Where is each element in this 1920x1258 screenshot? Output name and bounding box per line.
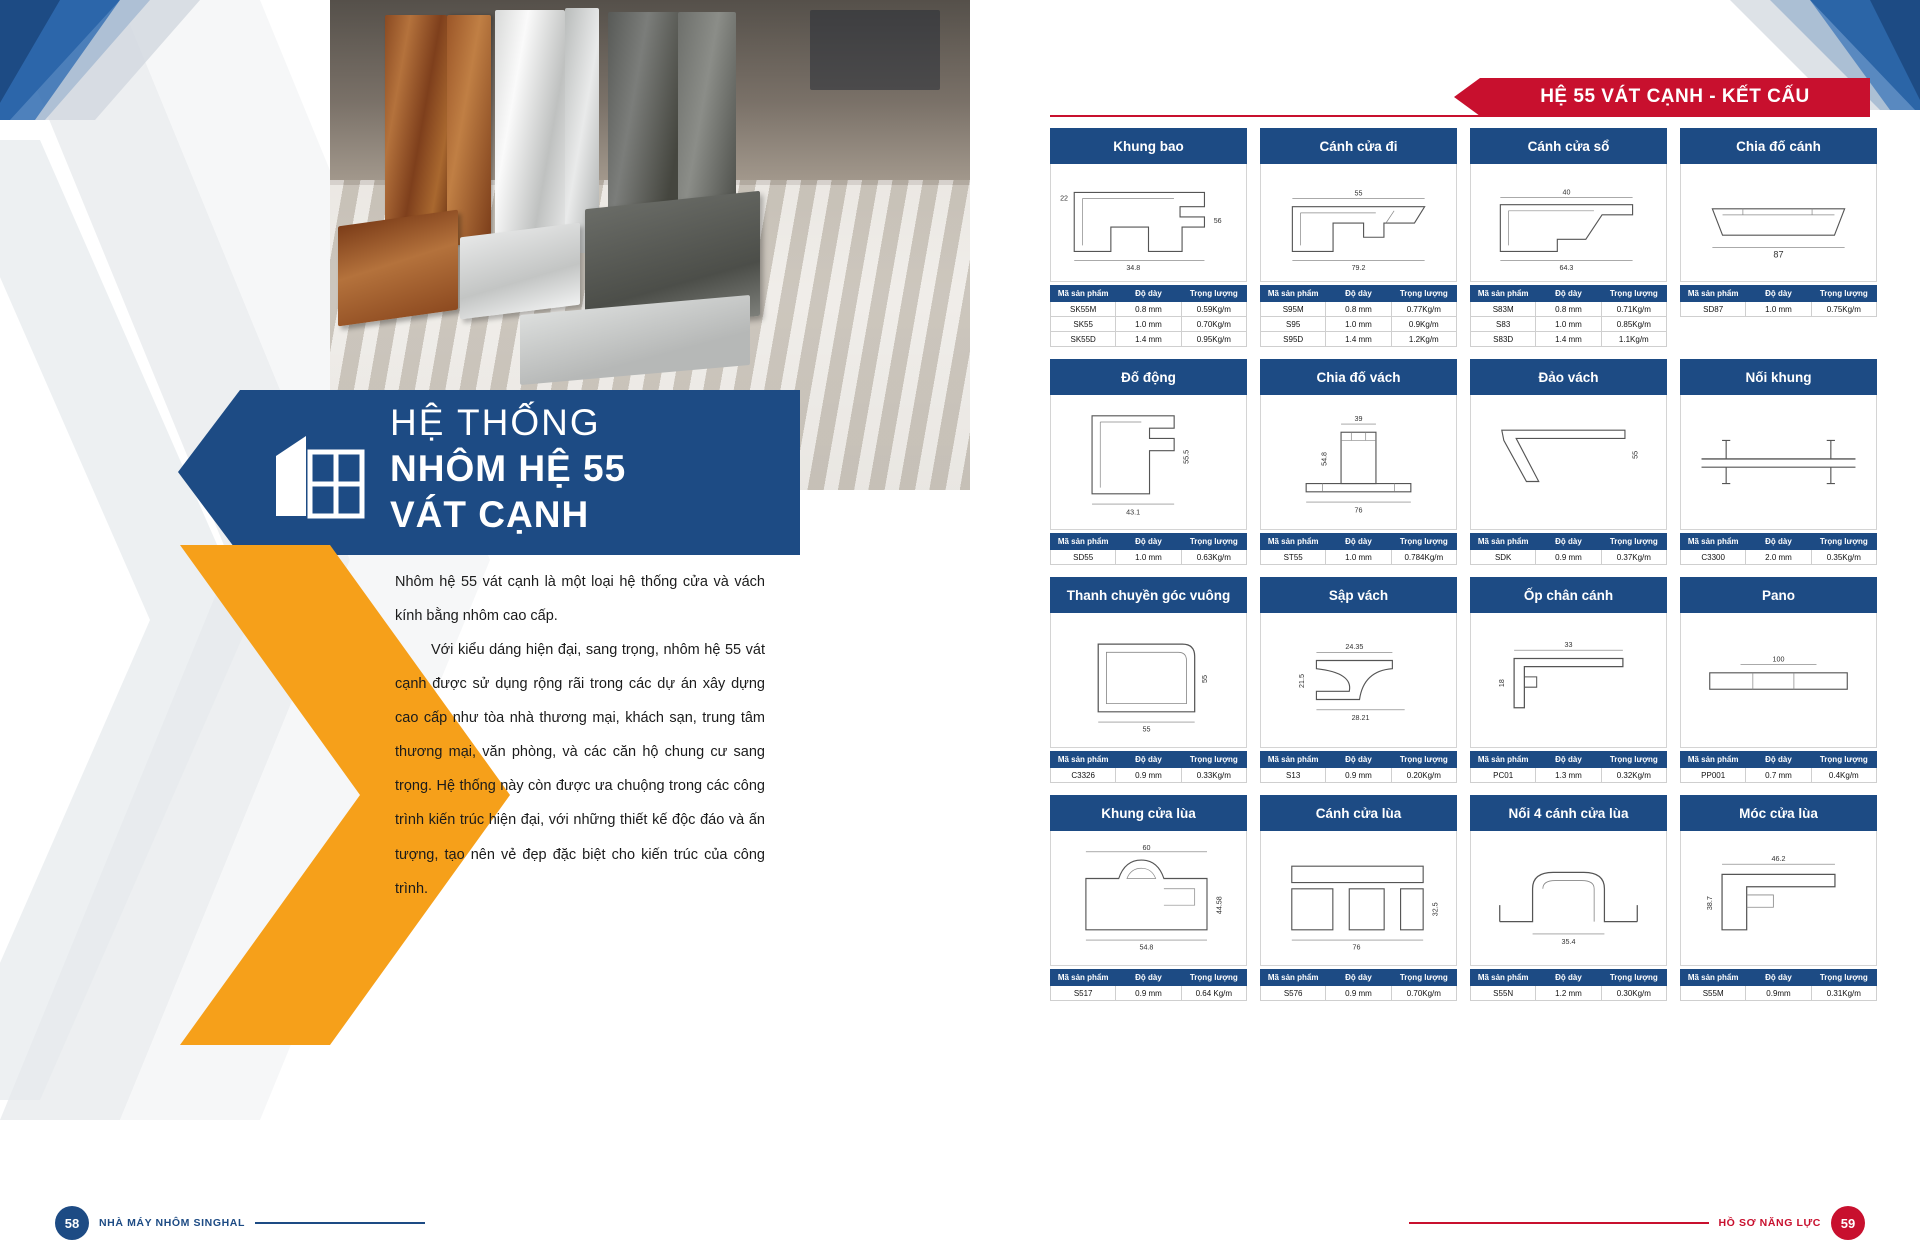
- col-weight: Trọng lượng: [1601, 534, 1666, 550]
- card-title: Cánh cửa đi: [1260, 128, 1457, 164]
- spec-table: [1680, 533, 1877, 565]
- table-row: S83D 1.4 mm 1.1Kg/m: [1471, 332, 1667, 347]
- col-weight: Trọng lượng: [1811, 534, 1876, 550]
- card-title: Sập vách: [1260, 577, 1457, 613]
- svg-text:76: 76: [1354, 506, 1363, 515]
- col-code: Mã sản phẩm: [1261, 970, 1326, 986]
- col-code: Mã sản phẩm: [1471, 970, 1536, 986]
- paragraph-2: Với kiểu dáng hiện đại, sang trọng, nhôm hệ 55 vát cạnh được sử dụng rộng rãi trong các dự án xây dựng cao cấp như tòa nhà thương mại, khách sạn, trung tâm thương mại, văn phòng, và các căn hộ chung cư sang trọng. Hệ thống này còn được ưa chuộng trong các công trình kiến trúc hiện đại, với những thiết kế độc đáo và ấn tượng, tạo nên vẻ đẹp đặc biệt cho kiến trúc của công trình.: [395, 642, 765, 897]
- card-title: Khung bao: [1050, 128, 1247, 164]
- svg-text:22: 22: [1060, 194, 1069, 203]
- spec-table: [1680, 969, 1877, 1001]
- svg-text:64.3: 64.3: [1559, 263, 1574, 272]
- table-row: S517 0.9 mm 0.64 Kg/m: [1051, 986, 1247, 1001]
- col-thickness: Độ dày: [1326, 534, 1391, 550]
- page-number-right: 59: [1831, 1206, 1865, 1240]
- svg-text:35.4: 35.4: [1561, 938, 1576, 947]
- banner-line-2: NHÔM HỆ 55: [390, 448, 627, 489]
- footer-right-rule: [1409, 1222, 1709, 1224]
- profile-drawing-canh-cua-lua: [1260, 831, 1457, 966]
- spec-table: [1470, 969, 1667, 1001]
- profile-drawing-do-dong: [1050, 395, 1247, 530]
- spec-table: [1260, 969, 1457, 1001]
- col-weight: Trọng lượng: [1391, 534, 1456, 550]
- card-title: Đố động: [1050, 359, 1247, 395]
- col-code: Mã sản phẩm: [1261, 752, 1326, 768]
- profile-card-khung-cua-lua: [1050, 795, 1247, 1001]
- profile-card-noi-khung: [1680, 359, 1877, 565]
- card-title: Ốp chân cánh: [1470, 577, 1667, 613]
- table-row: C3300 2.0 mm 0.35Kg/m: [1681, 550, 1877, 565]
- col-thickness: Độ dày: [1746, 970, 1811, 986]
- svg-text:55: 55: [1201, 674, 1209, 683]
- col-thickness: Độ dày: [1326, 286, 1391, 302]
- spec-table: [1050, 533, 1247, 565]
- profile-dark-2: [678, 12, 736, 202]
- profile-wood-1: [385, 15, 447, 245]
- profile-drawing-noi-khung: [1680, 395, 1877, 530]
- card-title: Chia đố cánh: [1680, 128, 1877, 164]
- table-row: S83M 0.8 mm 0.71Kg/m: [1471, 302, 1667, 317]
- svg-text:18: 18: [1497, 679, 1506, 688]
- col-code: Mã sản phẩm: [1471, 286, 1536, 302]
- col-weight: Trọng lượng: [1601, 752, 1666, 768]
- profile-card-chia-do-vach: [1260, 359, 1457, 565]
- col-thickness: Độ dày: [1746, 752, 1811, 768]
- profile-drawing-op-chan-canh: [1470, 613, 1667, 748]
- profile-card-dao-vach: [1470, 359, 1667, 565]
- col-weight: Trọng lượng: [1601, 286, 1666, 302]
- svg-text:60: 60: [1142, 843, 1151, 852]
- paragraph-1: Nhôm hệ 55 vát cạnh là một loại hệ thống cửa và vách kính bằng nhôm cao cấp.: [395, 574, 765, 625]
- card-title: Thanh chuyền góc vuông: [1050, 577, 1247, 613]
- col-code: Mã sản phẩm: [1051, 752, 1116, 768]
- spec-table: [1050, 285, 1247, 347]
- footer-left-rule: [255, 1222, 425, 1224]
- card-title: Cánh cửa lùa: [1260, 795, 1457, 831]
- profile-card-op-chan-canh: [1470, 577, 1667, 783]
- card-title: Móc cửa lùa: [1680, 795, 1877, 831]
- col-thickness: Độ dày: [1326, 752, 1391, 768]
- spec-table: [1680, 285, 1877, 317]
- col-thickness: Độ dày: [1116, 286, 1181, 302]
- col-thickness: Độ dày: [1536, 752, 1601, 768]
- col-code: Mã sản phẩm: [1681, 970, 1746, 986]
- profile-silver-1: [495, 10, 565, 250]
- table-row: SD87 1.0 mm 0.75Kg/m: [1681, 302, 1877, 317]
- profile-wood-3: [338, 210, 458, 327]
- profile-drawing-khung-bao: [1050, 164, 1247, 282]
- profile-card-canh-cua-di: [1260, 128, 1457, 347]
- col-thickness: Độ dày: [1326, 970, 1391, 986]
- table-row: PC01 1.3 mm 0.32Kg/m: [1471, 768, 1667, 783]
- svg-text:21.5: 21.5: [1298, 674, 1307, 689]
- profile-card-sap-vach: [1260, 577, 1457, 783]
- col-weight: Trọng lượng: [1181, 286, 1246, 302]
- svg-text:100: 100: [1772, 655, 1785, 664]
- col-thickness: Độ dày: [1746, 286, 1811, 302]
- table-row: S55M 0.9mm 0.31Kg/m: [1681, 986, 1877, 1001]
- table-row: SK55M 0.8 mm 0.59Kg/m: [1051, 302, 1247, 317]
- col-thickness: Độ dày: [1536, 534, 1601, 550]
- svg-text:55: 55: [1354, 189, 1363, 198]
- profile-drawing-sap-vach: [1260, 613, 1457, 748]
- col-weight: Trọng lượng: [1181, 534, 1246, 550]
- profile-card-canh-cua-lua: [1260, 795, 1457, 1001]
- spec-table: [1470, 751, 1667, 783]
- col-weight: Trọng lượng: [1391, 286, 1456, 302]
- profile-drawing-dao-vach: [1470, 395, 1667, 530]
- table-row: S95 1.0 mm 0.9Kg/m: [1261, 317, 1457, 332]
- col-code: Mã sản phẩm: [1051, 970, 1116, 986]
- table-row: S95M 0.8 mm 0.77Kg/m: [1261, 302, 1457, 317]
- svg-text:55: 55: [1142, 725, 1151, 734]
- table-row: S13 0.9 mm 0.20Kg/m: [1261, 768, 1457, 783]
- col-weight: Trọng lượng: [1181, 970, 1246, 986]
- svg-text:43.1: 43.1: [1126, 508, 1141, 517]
- page-number-left: 58: [55, 1206, 89, 1240]
- col-thickness: Độ dày: [1116, 534, 1181, 550]
- profile-card-khung-bao: [1050, 128, 1247, 347]
- spec-table: [1050, 969, 1247, 1001]
- svg-text:76: 76: [1352, 943, 1361, 952]
- col-weight: Trọng lượng: [1181, 752, 1246, 768]
- section-rule: [1050, 115, 1870, 117]
- col-weight: Trọng lượng: [1811, 752, 1876, 768]
- body-copy: [395, 565, 765, 906]
- profile-card-noi-4-canh-cua-lua: [1470, 795, 1667, 1001]
- footer-left: [55, 1206, 425, 1240]
- svg-text:28.21: 28.21: [1351, 714, 1370, 723]
- col-code: Mã sản phẩm: [1471, 534, 1536, 550]
- profile-drawing-noi-4-canh: [1470, 831, 1667, 966]
- banner-text: [390, 402, 626, 536]
- col-weight: Trọng lượng: [1601, 970, 1666, 986]
- svg-text:87: 87: [1773, 249, 1784, 260]
- footer-right: [1409, 1206, 1866, 1240]
- section-title: HỆ 55 VÁT CẠNH - KẾT CẤU: [1480, 78, 1870, 116]
- spec-table: [1260, 533, 1457, 565]
- svg-text:33: 33: [1564, 641, 1573, 650]
- profile-drawing-thanh-chuyen: [1050, 613, 1247, 748]
- card-title: Cánh cửa sổ: [1470, 128, 1667, 164]
- blue-corner-decor: [0, 0, 230, 120]
- title-banner: [240, 390, 800, 555]
- card-title: Khung cửa lùa: [1050, 795, 1247, 831]
- svg-text:56: 56: [1213, 217, 1222, 226]
- building-icon: [270, 422, 370, 522]
- profile-drawing-khung-cua-lua: [1050, 831, 1247, 966]
- col-code: Mã sản phẩm: [1681, 534, 1746, 550]
- card-title: Chia đố vách: [1260, 359, 1457, 395]
- footer-right-text: HỒ SƠ NĂNG LỰC: [1718, 1217, 1821, 1229]
- svg-text:24.35: 24.35: [1345, 643, 1364, 652]
- col-thickness: Độ dày: [1116, 970, 1181, 986]
- svg-text:54.8: 54.8: [1139, 943, 1154, 952]
- svg-text:55: 55: [1631, 450, 1640, 459]
- spec-table: [1680, 751, 1877, 783]
- card-title: Nối 4 cánh cửa lùa: [1470, 795, 1667, 831]
- col-thickness: Độ dày: [1536, 286, 1601, 302]
- col-code: Mã sản phẩm: [1051, 286, 1116, 302]
- banner-line-1: HỆ THỐNG: [390, 402, 601, 443]
- profile-grid: [1050, 128, 1878, 1001]
- spec-table: [1260, 285, 1457, 347]
- col-weight: Trọng lượng: [1391, 970, 1456, 986]
- profile-drawing-chia-do-canh: [1680, 164, 1877, 282]
- profile-drawing-moc-cua-lua: [1680, 831, 1877, 966]
- col-weight: Trọng lượng: [1811, 970, 1876, 986]
- profile-card-canh-cua-so: [1470, 128, 1667, 347]
- table-row: S576 0.9 mm 0.70Kg/m: [1261, 986, 1457, 1001]
- table-row: SDK 0.9 mm 0.37Kg/m: [1471, 550, 1667, 565]
- svg-text:79.2: 79.2: [1351, 263, 1366, 272]
- col-code: Mã sản phẩm: [1681, 752, 1746, 768]
- svg-text:34.8: 34.8: [1126, 263, 1141, 272]
- svg-text:32.5: 32.5: [1431, 902, 1440, 917]
- spec-table: [1470, 285, 1667, 347]
- col-weight: Trọng lượng: [1391, 752, 1456, 768]
- profile-drawing-canh-cua-so: [1470, 164, 1667, 282]
- footer-left-text: NHÀ MÁY NHÔM SINGHAL: [99, 1217, 245, 1229]
- col-code: Mã sản phẩm: [1471, 752, 1536, 768]
- table-row: S83 1.0 mm 0.85Kg/m: [1471, 317, 1667, 332]
- profile-drawing-canh-cua-di: [1260, 164, 1457, 282]
- col-weight: Trọng lượng: [1811, 286, 1876, 302]
- card-title: Pano: [1680, 577, 1877, 613]
- table-row: C3326 0.9 mm 0.33Kg/m: [1051, 768, 1247, 783]
- profile-drawing-pano: [1680, 613, 1877, 748]
- spec-table: [1260, 751, 1457, 783]
- col-thickness: Độ dày: [1116, 752, 1181, 768]
- table-row: ST55 1.0 mm 0.784Kg/m: [1261, 550, 1457, 565]
- right-page: [1040, 0, 1920, 1258]
- table-row: S55N 1.2 mm 0.30Kg/m: [1471, 986, 1667, 1001]
- profile-card-chia-do-canh: [1680, 128, 1877, 347]
- col-code: Mã sản phẩm: [1681, 286, 1746, 302]
- table-row: S95D 1.4 mm 1.2Kg/m: [1261, 332, 1457, 347]
- svg-text:54.8: 54.8: [1320, 451, 1329, 466]
- profile-card-do-dong: [1050, 359, 1247, 565]
- profile-card-thanh-chuyen-goc-vuong: [1050, 577, 1247, 783]
- svg-text:39: 39: [1354, 414, 1363, 423]
- card-title: Nối khung: [1680, 359, 1877, 395]
- profile-drawing-chia-do-vach: [1260, 395, 1457, 530]
- col-code: Mã sản phẩm: [1261, 534, 1326, 550]
- svg-text:40: 40: [1562, 188, 1571, 197]
- svg-text:46.2: 46.2: [1771, 855, 1786, 864]
- spec-table: [1470, 533, 1667, 565]
- spec-table: [1050, 751, 1247, 783]
- profile-card-moc-cua-lua: [1680, 795, 1877, 1001]
- svg-text:44.58: 44.58: [1215, 896, 1224, 915]
- col-code: Mã sản phẩm: [1051, 534, 1116, 550]
- table-row: SK55 1.0 mm 0.70Kg/m: [1051, 317, 1247, 332]
- banner-line-3: VÁT CẠNH: [390, 494, 590, 535]
- profile-card-pano: [1680, 577, 1877, 783]
- profile-silver-3: [460, 223, 580, 320]
- svg-text:55.5: 55.5: [1182, 449, 1191, 464]
- col-thickness: Độ dày: [1746, 534, 1811, 550]
- svg-text:38.7: 38.7: [1705, 896, 1714, 911]
- col-code: Mã sản phẩm: [1261, 286, 1326, 302]
- card-title: Đảo vách: [1470, 359, 1667, 395]
- col-thickness: Độ dày: [1536, 970, 1601, 986]
- table-row: PP001 0.7 mm 0.4Kg/m: [1681, 768, 1877, 783]
- table-row: SK55D 1.4 mm 0.95Kg/m: [1051, 332, 1247, 347]
- table-row: SD55 1.0 mm 0.63Kg/m: [1051, 550, 1247, 565]
